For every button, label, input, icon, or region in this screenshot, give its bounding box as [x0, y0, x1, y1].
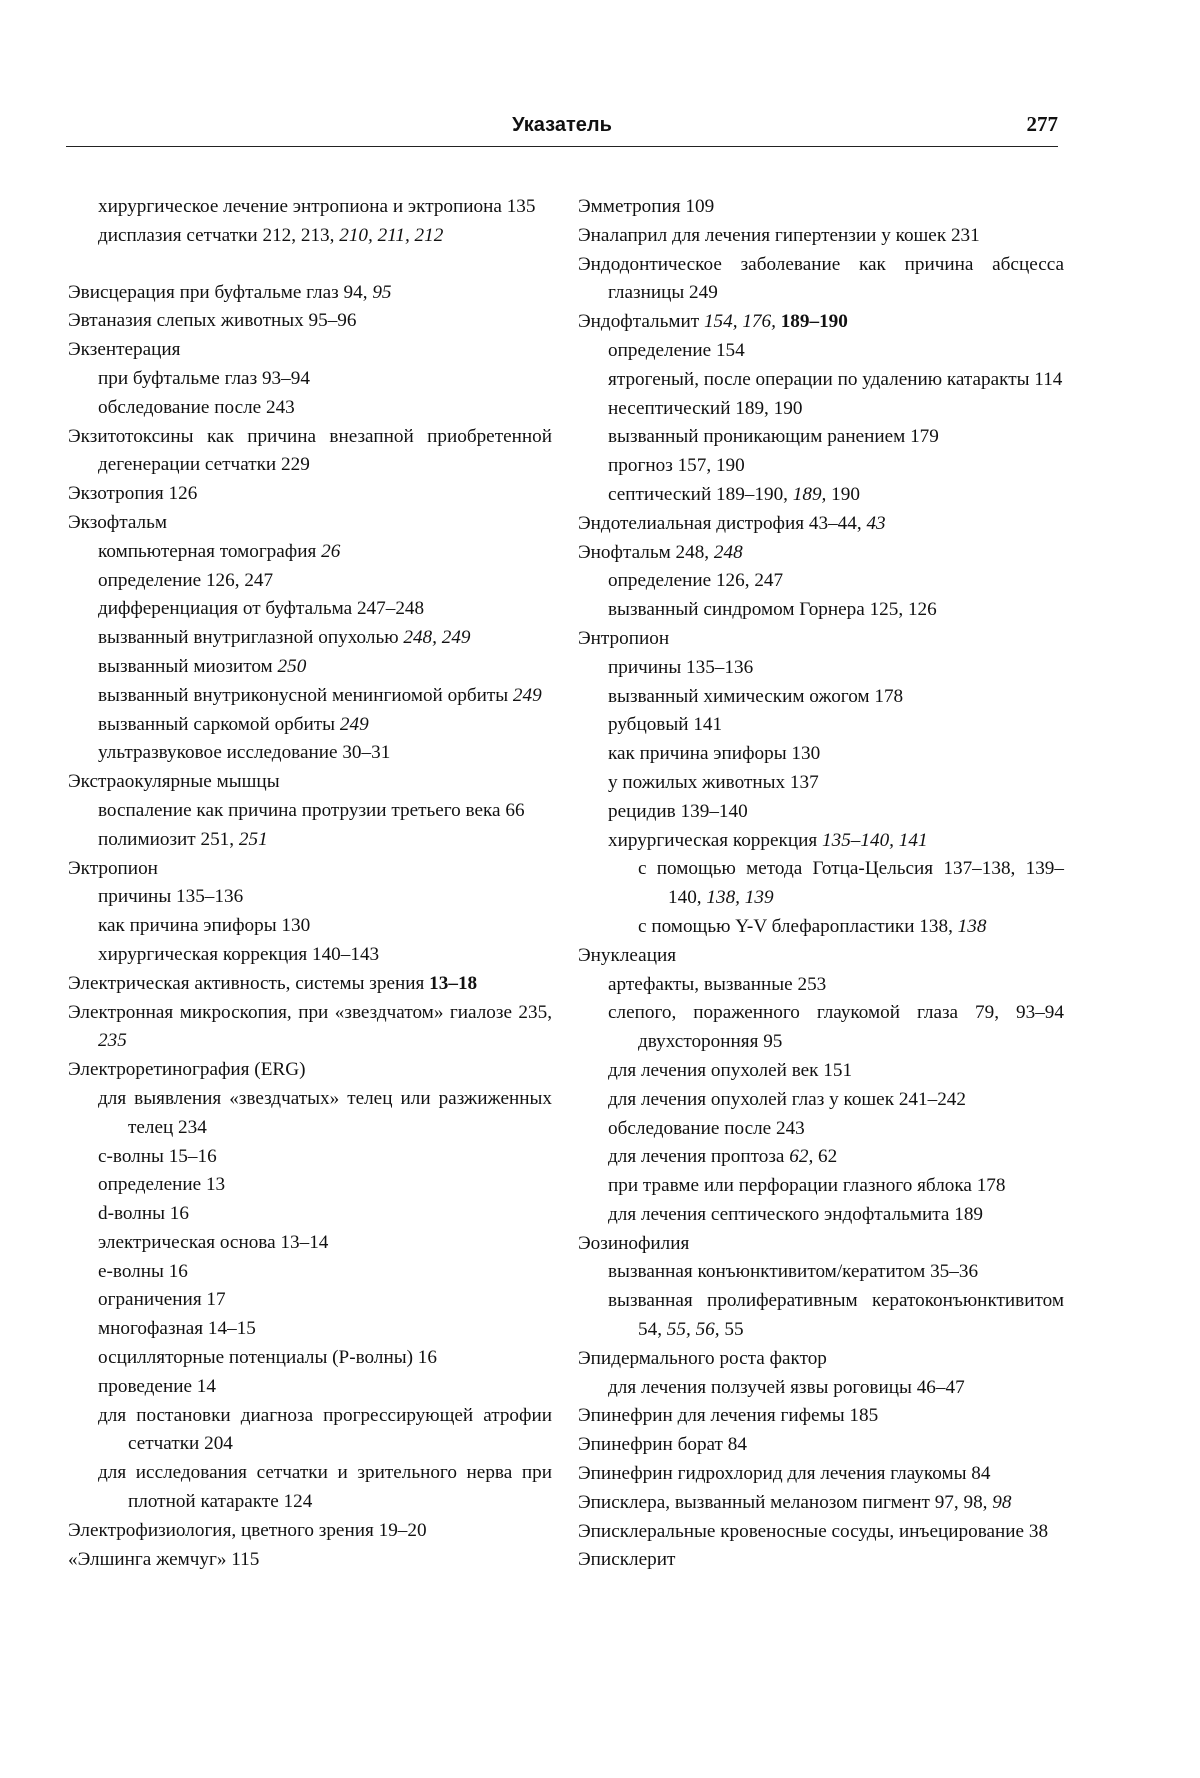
index-entry: Энуклеация [578, 944, 677, 966]
index-entry: Энофтальм 248, 248 [578, 541, 743, 563]
index-subentry: хирургическая коррекция 135–140, 141 [608, 829, 928, 851]
page-header [66, 112, 1058, 147]
index-subentry: хирургическая коррекция 140–143 [98, 943, 380, 965]
index-subentry: для постановки диагноза прогрессирующей атрофии сетчатки 204 [98, 1404, 552, 1455]
index-subentry: для лечения опухолей глаз у кошек 241–242 [608, 1088, 966, 1110]
index-entry: Эмметропия 109 [578, 196, 715, 217]
index-subentry: у пожилых животных 137 [608, 771, 819, 793]
index-subentry: с-волны 15–16 [98, 1145, 217, 1167]
index-subentry: несептический 189, 190 [608, 397, 803, 419]
index-entry: Эпинефрин гидрохлорид для лечения глаукомы 84 [578, 1463, 991, 1485]
index-subentry: как причина эпифоры 130 [98, 915, 311, 937]
index-subentry: причины 135–136 [98, 886, 244, 908]
index-column-right [578, 193, 1064, 1575]
index-subentry: как причина эпифоры 130 [608, 743, 821, 765]
index-subentry: вызванный проникающим ранением 179 [608, 426, 939, 448]
index-subentry: септический 189–190, 189, 190 [608, 483, 860, 505]
index-subentry: электрическая основа 13–14 [98, 1231, 329, 1253]
index-entry: Эпидермального роста фактор [578, 1347, 827, 1369]
index-entry: Эписклера, вызванный меланозом пигмент 97, 98, 98 [578, 1491, 1012, 1513]
index-subentry: вызванный миозитом 250 [98, 655, 307, 677]
index-entry: «Элшинга жемчуг» 115 [68, 1548, 260, 1570]
index-subentry: вызванная пролиферативным кератоконъюнктивитом 54, 55, 56, 55 [608, 1290, 1064, 1341]
index-subentry: для лечения ползучей язвы роговицы 46–47 [608, 1376, 965, 1398]
index-subentry: вызванный саркомой орбиты 249 [98, 713, 369, 735]
index-entry: Эвтаназия слепых животных 95–96 [68, 310, 357, 332]
index-subentry: при буфтальме глаз 93–94 [98, 367, 310, 389]
index-subentry: определение 154 [608, 339, 745, 361]
index-subentry: компьютерная томография 26 [98, 540, 341, 562]
index-subentry: дисплазия сетчатки 212, 213, 210, 211, 212 [98, 224, 444, 246]
index-subentry: вызванный внутриконусной менингиомой орбиты 249 [98, 684, 542, 706]
index-subentry: вызванный химическим ожогом 178 [608, 685, 904, 707]
index-entry: Эвисцерация при буфтальме глаз 94, 95 [68, 281, 392, 303]
index-subentry: вызванный синдромом Горнера 125, 126 [608, 599, 937, 621]
index-subentry: полимиозит 251, 251 [98, 828, 268, 850]
index-subentry: воспаление как причина протрузии третьего века 66 [98, 799, 525, 821]
index-entry: Эписклеральные кровеносные сосуды, инъецирование 38 [578, 1520, 1049, 1542]
index-subentry: обследование после 243 [608, 1117, 805, 1139]
index-subentry: при травме или перфорации глазного яблока 178 [608, 1175, 1006, 1197]
index-subentry: е-волны 16 [98, 1260, 188, 1282]
running-title: Указатель [512, 114, 612, 136]
index-subentry: проведение 14 [98, 1375, 216, 1397]
index-subentry: слепого, пораженного глаукомой глаза 79, 93–94 двухсторонняя 95 [608, 1002, 1064, 1053]
index-subentry: определение 126, 247 [608, 570, 784, 592]
index-subentry: определение 13 [98, 1174, 226, 1196]
index-subentry: для выявления «звездчатых» телец или разжиженных телец 234 [98, 1087, 552, 1138]
index-subentry: для исследования сетчатки и зрительного нерва при плотной катаракте 124 [98, 1462, 552, 1513]
index-subentry: вызванный внутриглазной опухолью 248, 249 [98, 627, 471, 649]
index-entry: Эписклерит [578, 1549, 676, 1571]
index-subentry: для лечения проптоза 62, 62 [608, 1146, 838, 1168]
index-subentry: ультразвуковое исследование 30–31 [98, 742, 391, 764]
index-subentry: обследование после 243 [98, 396, 295, 418]
index-entry: Эндотелиальная дистрофия 43–44, 43 [578, 512, 886, 534]
index-subentry: ограничения 17 [98, 1289, 226, 1311]
index-entry: Экстраокулярные мышцы [68, 771, 280, 793]
index-column-left [68, 193, 552, 1574]
index-entry: Электрическая активность, системы зрения 13–18 [68, 972, 478, 994]
index-subentry: d-волны 16 [98, 1203, 189, 1225]
index-entry: Эндодонтическое заболевание как причина абсцесса глазницы 249 [578, 253, 1064, 304]
index-entry: Эндофтальмит 154, 176, 189–190 [578, 311, 848, 333]
index-entry: Эпинефрин для лечения гифемы 185 [578, 1405, 879, 1427]
index-subentry: прогноз 157, 190 [608, 455, 745, 477]
index-entry: Эозинофилия [578, 1232, 690, 1254]
index-entry: Энтропион [578, 627, 670, 649]
index-entry: Экзентерация [68, 339, 181, 361]
index-entry: Электронная микроскопия, при «звездчатом» гиалозе 235, 235 [68, 1001, 552, 1052]
index-subentry: для лечения опухолей век 151 [608, 1059, 853, 1081]
index-subentry: многофазная 14–15 [98, 1318, 256, 1340]
index-entry: Экзофтальм [68, 511, 168, 533]
index-subentry: определение 126, 247 [98, 569, 274, 591]
index-subentry: дифференциация от буфтальма 247–248 [98, 598, 425, 620]
index-subentry: ятрогеный, после операции по удалению катаракты 114 [608, 368, 1063, 390]
index-entry: Эктропион [68, 857, 158, 879]
index-entry: Эпинефрин борат 84 [578, 1434, 747, 1456]
index-subentry: с помощью Y-V блефаропластики 138, 138 [638, 915, 987, 937]
index-entry: Электрофизиология, цветного зрения 19–20 [68, 1519, 427, 1541]
index-entry: Эналаприл для лечения гипертензии у кошек 231 [578, 224, 980, 246]
index-subentry: рубцовый 141 [608, 714, 723, 736]
index-subentry: артефакты, вызванные 253 [608, 973, 827, 995]
index-entry: Экзитотоксины как причина внезапной приобретенной дегенерации сетчатки 229 [68, 425, 552, 476]
page-number: 277 [1026, 112, 1058, 136]
index-subentry: с помощью метода Готца-Цельсия 137–138, 139–140, 138, 139 [638, 858, 1064, 909]
index-subentry: причины 135–136 [608, 656, 754, 678]
index-entry: Экзотропия 126 [68, 483, 198, 505]
index-subentry: вызванная конъюнктивитом/кератитом 35–36 [608, 1261, 979, 1283]
index-subentry: рецидив 139–140 [608, 800, 748, 822]
index-gap [68, 251, 552, 279]
index-subentry: осцилляторные потенциалы (Р-волны) 16 [98, 1347, 437, 1369]
index-subentry: хирургическое лечение энтропиона и эктропиона 135 [98, 196, 536, 217]
index-subentry: для лечения септического эндофтальмита 189 [608, 1203, 984, 1225]
index-entry: Электроретинография (ERG) [68, 1059, 306, 1081]
